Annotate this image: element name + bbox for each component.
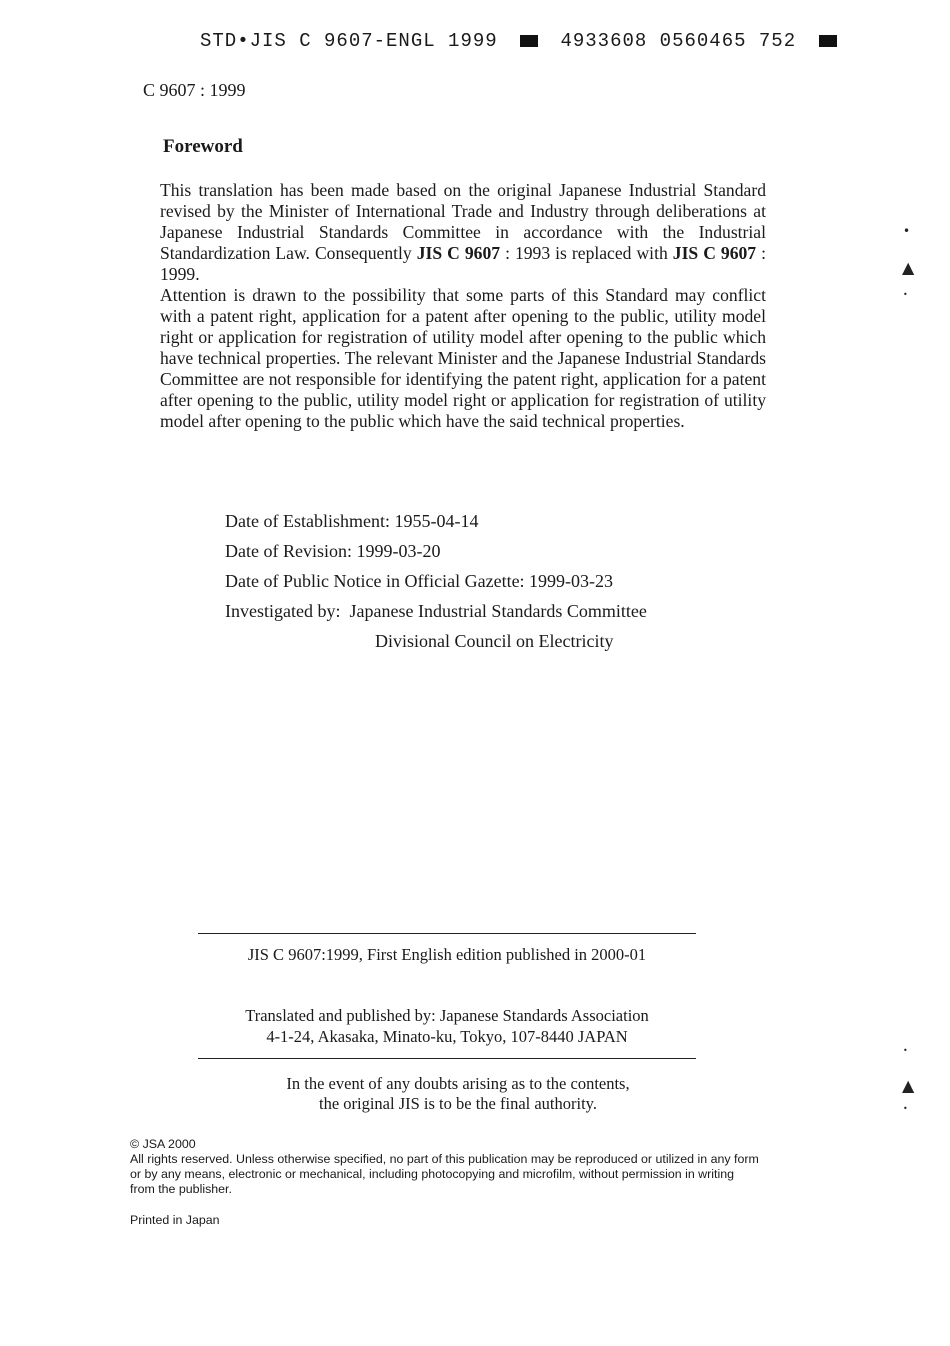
foreword-title: Foreword bbox=[163, 136, 243, 157]
authority-line-2: the original JIS is to be the final authority. bbox=[318, 1094, 597, 1113]
header-black-block-2 bbox=[819, 35, 837, 47]
date-public-notice: Date of Public Notice in Official Gazette: 1999-03-23 bbox=[225, 571, 614, 591]
investigated-by-row bbox=[225, 601, 647, 631]
dates-block bbox=[225, 511, 647, 661]
divider-bottom bbox=[198, 1058, 696, 1059]
rights-statement: All rights reserved. Unless otherwise specified, no part of this publication may be reproduced or utilized in any form or by any means, electronic or mechanical, including photocopying and microfilm, without permission in writing from the publisher. bbox=[130, 1152, 759, 1196]
foreword-paragraph-2: Attention is drawn to the possibility that some parts of this Standard may conflict with a patent right, application for a patent after opening to the public, utility model right or application for registration of utility model after opening to the public which have technical properties. The relevant Minister and the Japanese Industrial Standards Committee are not responsible for identifying the patent right, application for a patent after opening to the public, utility model right or application for registration of utility model after opening to the public which have the said technical properties. bbox=[160, 285, 766, 431]
copyright-line: © JSA 2000 bbox=[130, 1137, 196, 1151]
authority-line-1: In the event of any doubts arising as to the contents, bbox=[286, 1074, 630, 1093]
margin-speck-mark: • bbox=[903, 224, 911, 238]
printed-in-note: Printed in Japan bbox=[130, 1213, 220, 1227]
header-code-left: STD•JIS C 9607-ENGL 1999 bbox=[200, 30, 498, 52]
date-revision: Date of Revision: 1999-03-20 bbox=[225, 541, 441, 561]
foreword-paragraph-1: This translation has been made based on the original Japanese Industrial Standard revised by the Minister of International Trade and Industry through deliberations at Japanese Industrial Standards Committee in accordance with the Industrial Standardization Law. Consequently JIS C 9607 : 1993 is replaced with JIS C 9607 : 1999. bbox=[160, 180, 767, 284]
divider-top bbox=[198, 933, 696, 934]
copyright-block bbox=[130, 1137, 760, 1197]
jis-reference-old: JIS C 9607 bbox=[416, 243, 501, 263]
margin-arrow-mark: ▲ bbox=[902, 258, 915, 277]
investigated-by-value: Japanese Industrial Standards Committee bbox=[349, 601, 647, 621]
margin-arrow-mark: ▲ bbox=[902, 1076, 915, 1095]
investigated-by-label: Investigated by: bbox=[225, 601, 341, 621]
investigated-by-council: Divisional Council on Electricity bbox=[375, 631, 614, 651]
header-black-block-1 bbox=[520, 35, 538, 47]
date-establishment: Date of Establishment: 1955-04-14 bbox=[225, 511, 479, 531]
jis-reference-new: JIS C 9607 bbox=[672, 243, 757, 263]
margin-dot-mark: • bbox=[903, 1046, 908, 1055]
authority-note bbox=[198, 1074, 718, 1114]
document-header-code bbox=[200, 30, 847, 52]
standard-number: C 9607 : 1999 bbox=[143, 80, 246, 100]
publisher-line-1: Translated and published by: Japanese Standards Association bbox=[245, 1006, 649, 1025]
publisher-block bbox=[198, 1005, 696, 1047]
header-code-right: 4933608 0560465 752 bbox=[560, 30, 797, 52]
margin-dot-mark: • bbox=[903, 290, 908, 299]
publisher-address: 4-1-24, Akasaka, Minato-ku, Tokyo, 107-8440 JAPAN bbox=[266, 1027, 628, 1046]
edition-note: JIS C 9607:1999, First English edition published in 2000-01 bbox=[247, 945, 647, 964]
foreword-body bbox=[160, 180, 766, 432]
margin-dot-mark: • bbox=[903, 1104, 908, 1113]
